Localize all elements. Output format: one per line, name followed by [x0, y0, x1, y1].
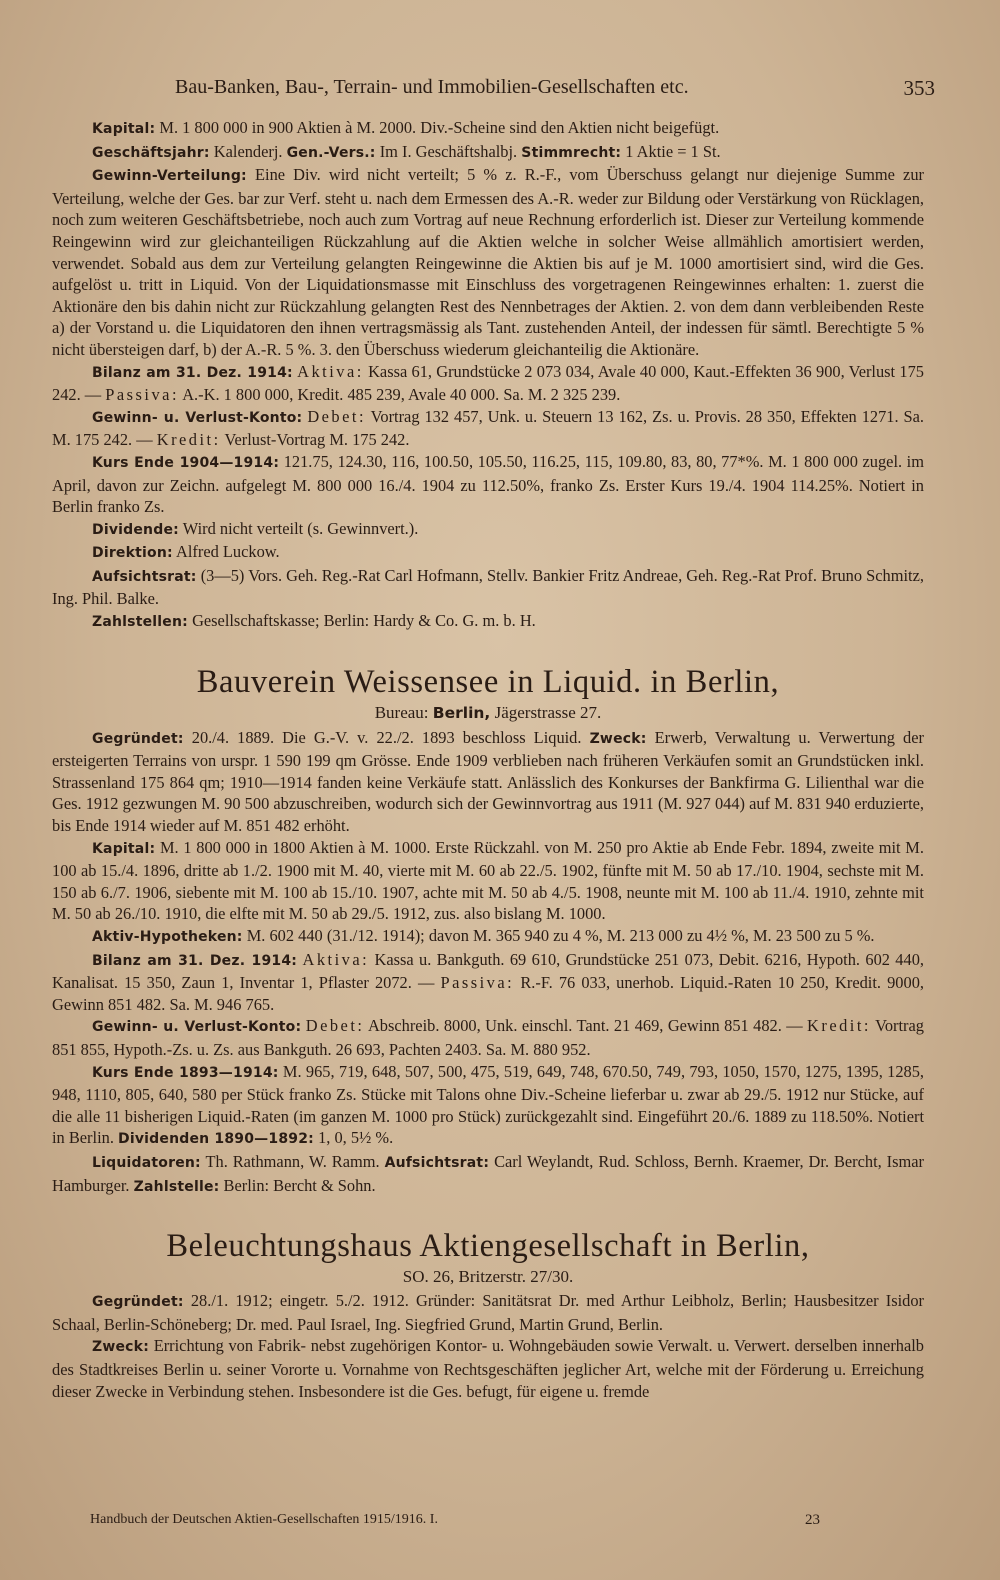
entry-beleuchtungshaus: [52, 1226, 924, 1402]
kapital-text: M. 1 800 000 in 900 Aktien à M. 2000. Div.-Scheine sind den Aktien nicht beigefügt.: [159, 118, 720, 137]
guv-debet-label: Debet:: [305, 1016, 365, 1036]
dividende-label: Dividende:: [92, 521, 179, 538]
geschaeftsjahr-text: Kalenderj.: [213, 141, 283, 161]
dividende-paragraph: [52, 518, 924, 542]
gegruendet-label: Gegründet:: [92, 1294, 184, 1311]
guv-kredit-label: Kredit:: [807, 1016, 871, 1036]
direktion-label: Direktion:: [92, 545, 173, 562]
signature-mark: 23: [805, 1512, 820, 1528]
gewinnverteilung-label: Gewinn-Verteilung:: [92, 168, 247, 185]
hypotheken-text: M. 602 440 (31./12. 1914); davon M. 365 940 zu 4 %, M. 213 000 zu 4½ %, M. 23 500 zu 5 %.: [246, 926, 875, 945]
dividenden-label: Dividenden 1890—1892:: [118, 1131, 314, 1148]
genvers-label: Gen.-Vers.:: [286, 144, 376, 161]
gegruendet-paragraph: [52, 1290, 924, 1335]
guv-paragraph: [52, 406, 924, 451]
zweck-label: Zweck:: [92, 1339, 149, 1356]
bilanz-paragraph: [52, 361, 924, 406]
dividende-text: Wird nicht verteilt (s. Gewinnvert.).: [182, 518, 419, 538]
guv-kredit-text: Vortrag 851 855, Hypoth.-Zs. u. Zs. aus Bankguth. 26 693, Pachten 2403. Sa. M. 880 952.: [52, 1016, 924, 1059]
gegruendet-paragraph: [52, 727, 924, 837]
zahlstelle-text: Berlin: Bercht & Sohn.: [223, 1175, 376, 1195]
liquidatoren-paragraph: [52, 1151, 924, 1198]
kurs-paragraph: [52, 1061, 924, 1151]
running-header: [175, 72, 935, 104]
company-title: Beleuchtungshaus Aktiengesellschaft in Berlin,: [166, 1228, 810, 1265]
bilanz-paragraph: [52, 949, 924, 1016]
aufsichtsrat-paragraph: [52, 565, 924, 610]
geschaeftsjahr-paragraph: [52, 141, 924, 165]
geschaeftsjahr-label: Geschäftsjahr:: [92, 144, 210, 161]
zahlstellen-paragraph: [52, 610, 924, 634]
kurs-label: Kurs Ende 1893—1914:: [92, 1064, 279, 1081]
gegruendet-text: 20./4. 1889. Die G.-V. v. 22./2. 1893 beschloss Liquid.: [191, 727, 582, 747]
stimmrecht-label: Stimmrecht:: [521, 144, 622, 161]
guv-paragraph: [52, 1015, 924, 1060]
gewinnverteilung-paragraph: [52, 164, 924, 360]
gewinnverteilung-text: Eine Div. wird nicht verteilt; 5 % z. R.-F., vom Überschuss gelangt nur diejenige Summe zur Verteilung, welche der Ges. bar zur Verf. steht u. nach dem Ermessen des A.-R. weder zur Bildung oder Verstärkung von Rücklagen, noch zum weiteren Geschäftsbetriebe, noch auch zum Vortrag auf neue Rechnung erforderlich ist. Dieser zur Verteilung kommende Reingewinn wird zur gleichanteiligen Rückzahlung auf die Aktien welche in solcher Weise allmählich amortisiert werden, verwendet. Sobald aus dem zur Verteilung gelangten Reingewinne die Aktien bis auf je M. 1000 amortisiert sind, wird die Ges. aufgelöst u. tritt in Liquid. Von der Liquidationsmasse mit Einschluss des vorgetragenen Reingewinnes erhalten: 1. zuerst die Aktionäre den bis dahin nicht zur Rückzahlung gelangten Rest des Nennbetrages der Aktien. 2. von dem dann verbleibenden Reste a) der Vorstand u. die Liquidatoren den ihnen vertragsmässig als Tant. zustehenden Anteil, der indessen für sämtl. Berechtigte 5 % nicht übersteigen darf, b) der A.-R. 5 %. 3. den Überschuss wiederum gleichanteilig die Aktionäre.: [52, 165, 924, 359]
stimmrecht-text: 1 Aktie = 1 St.: [625, 141, 721, 161]
footer-text: Handbuch der Deutschen Aktien-Gesellschaften 1915/1916. I.: [90, 1512, 438, 1527]
direktion-paragraph: [52, 541, 924, 565]
direktion-text: Alfred Luckow.: [176, 542, 280, 562]
page-content: [52, 117, 924, 1402]
zweck-text: Erwerb, Verwaltung u. Verwertung der ersteigerten Terrains von urspr. 1 590 199 qm Grösse. Ende 1909 verblieben nach früheren Verkäufen somit an Grundstücken inkl. Strassenland 175 864 qm; 1910—1914 fanden keine Verkäufe statt. Anlässlich des Konkurses der Bankfirma G. Lilienthal war die Ges. 1912 gezwungen M. 90 500 abzuschreiben, wodurch sich der Gewinnvortrag aus 1911 (M. 927 044) auf M. 831 940 erduzierte, bis Ende 1914 wieder auf M. 851 482 erhöht.: [52, 727, 924, 836]
zweck-label: Zweck:: [589, 730, 647, 747]
bilanz-aktiva-text: Kassa 61, Grundstücke 2 073 034, Avale 40 000, Kaut.-Effekten 36 900, Verlust 175 242. —: [52, 361, 924, 405]
dividenden-text: 1, 0, 5½ %.: [318, 1128, 394, 1148]
gegruendet-label: Gegründet:: [92, 730, 184, 747]
bureau-prefix: Bureau:: [374, 702, 429, 722]
aufsichtsrat-label: Aufsichtsrat:: [384, 1154, 490, 1171]
zahlstellen-label: Zahlstellen:: [92, 614, 188, 631]
guv-kredit-text: Verlust-Vortrag M. 175 242.: [224, 430, 410, 450]
kurs-label: Kurs Ende 1904—1914:: [92, 454, 280, 471]
zweck-text: Errichtung von Fabrik- nebst zugehörigen Kontor- u. Wohngebäuden sowie Verwalt. u. Verwert. derselben innerhalb des Stadtkreises Berlin u. seiner Vororte u. Vornahme von Rechtsgeschäften jeglicher Art, welche mit der Förderung u. Erreichung dieser Zwecke in Verbindung stehen. Insbesondere ist die Ges. befugt, für eigene u. fremde: [52, 1336, 925, 1401]
aufsichtsrat-text: Carl Weylandt, Rud. Schloss, Bernh. Kraemer, Dr. Bercht, Ismar Hamburger.: [52, 1151, 924, 1195]
zahlstelle-label: Zahlstelle:: [133, 1178, 220, 1195]
hypotheken-paragraph: [52, 925, 924, 949]
bilanz-label: Bilanz am 31. Dez. 1914:: [92, 952, 298, 969]
guv-debet-text: Vortrag 132 457, Unk. u. Steuern 13 162, Zs. u. Provis. 28 350, Effekten 1271. Sa. M. 175 242. —: [52, 406, 925, 450]
kapital-paragraph: [52, 117, 924, 141]
gegruendet-text: 28./1. 1912; eingetr. 5./2. 1912. Gründer: Sanitätsrat Dr. med Arthur Leibholz, Berlin; Hausbesitzer Isidor Schaal, Berlin-Schöneberg; Dr. med. Paul Israel, Ing. Siegfried Grund, Martin Grund, Berlin.: [52, 1291, 924, 1334]
kapital-paragraph: [52, 837, 924, 925]
bilanz-passiva-text: A.-K. 1 800 000, Kredit. 485 239, Avale 40 000. Sa. M. 2 325 239.: [182, 385, 621, 405]
liquidatoren-text: Th. Rathmann, W. Ramm.: [205, 1151, 380, 1171]
zahlstellen-text: Gesellschaftskasse; Berlin: Hardy & Co. G. m. b. H.: [192, 611, 536, 631]
kurs-text: 121.75, 124.30, 116, 100.50, 105.50, 116.25, 115, 109.80, 83, 80, 77*%. M. 1 800 000 zugel. im April, davon zur Zeichn. aufgelegt M. 800 000 16./4. 1904 zu 112.50%, franko Zs. Erster Kurs 19./4. 1904 114.25%. Notiert in Berlin franko Zs.: [52, 451, 924, 517]
kapital-label: Kapital:: [92, 840, 156, 857]
bilanz-passiva-text: R.-F. 76 033, unerhob. Liquid.-Raten 10 250, Kredit. 9000, Gewinn 851 482. Sa. M. 946 765.: [52, 973, 924, 1014]
kurs-text: M. 965, 719, 648, 507, 500, 475, 519, 649, 748, 670.50, 749, 793, 1050, 1570, 1275, 1395, 1285, 948, 1110, 805, 640, 580 per Stück franko Zs. Stücke mit Talons ohne Div.-Scheine lieferbar u. zwar ab 29./5. 1912 nur Stücke, auf die alle 11 bisherigen Liquid.-Raten (im ganzen M. 1000 pro Stück) zurückgezahlt sind. Eingeführt 20./6. 1889 zu 118.50%. Notiert in Berlin.: [52, 1061, 925, 1148]
genvers-text: Im I. Geschäftshalbj.: [379, 141, 518, 161]
zweck-paragraph: [52, 1335, 924, 1402]
bilanz-label: Bilanz am 31. Dez. 1914:: [92, 364, 293, 381]
page-footer: [90, 1512, 820, 1536]
bureau-city: Berlin,: [432, 703, 491, 722]
bilanz-aktiva-text: Kassa u. Bankguth. 69 610, Grundstücke 251 073, Debit. 6216, Hypoth. 602 440, Kanalisat. 15 350, Zaun 1, Inventar 1, Pflaster 2072. —: [52, 949, 924, 993]
guv-label: Gewinn- u. Verlust-Konto:: [92, 1019, 302, 1036]
bilanz-passiva-label: Passiva:: [105, 385, 180, 405]
aufsichtsrat-text: (3—5) Vors. Geh. Reg.-Rat Carl Hofmann, Stellv. Bankier Fritz Andreae, Geh. Reg.-Rat Prof. Bruno Schmitz, Ing. Phil. Balke.: [52, 565, 924, 609]
entry-bauverein-weissensee: [52, 662, 924, 1198]
bilanz-aktiva-label: Aktiva:: [297, 361, 364, 381]
guv-kredit-label: Kredit:: [156, 430, 221, 450]
kapital-label: Kapital:: [92, 121, 156, 137]
company-address: SO. 26, Britzerstr. 27/30.: [402, 1267, 574, 1287]
hypotheken-label: Aktiv-Hypotheken:: [92, 929, 243, 945]
running-header-title: Bau-Banken, Bau-, Terrain- und Immobilien-Gesellschaften etc.: [175, 76, 689, 98]
bilanz-passiva-label: Passiva:: [440, 973, 515, 993]
page-number: 353: [903, 76, 935, 100]
guv-debet-label: Debet:: [307, 406, 367, 426]
aufsichtsrat-label: Aufsichtsrat:: [92, 568, 197, 585]
company-title: Bauverein Weissensee in Liquid. in Berlin,: [196, 663, 780, 700]
kapital-text: M. 1 800 000 in 1800 Aktien à M. 1000. Erste Rückzahl. von M. 250 pro Aktie ab Ende Febr. 1894, zweite mit M. 100 ab 15./4. 1896, dritte ab 1./2. 1900 mit M. 40, vierte mit M. 60 ab 22./5. 1902, fünfte mit M. 50 ab 17./10. 1904, sechste mit M. 150 ab 6./7. 1906, siebente mit M. 100 ab 15./10. 1907, achte mit M. 50 ab 4./5. 1908, neunte mit M. 100 ab 11./4. 1910, zehnte mit M. 50 ab 26./10. 1910, die elfte mit M. 50 ab 29./5. 1912, zus. also bislang M. 1000.: [52, 837, 924, 924]
bilanz-aktiva-label: Aktiva:: [302, 949, 370, 969]
liquidatoren-label: Liquidatoren:: [92, 1154, 201, 1171]
company-address: [52, 702, 924, 724]
guv-label: Gewinn- u. Verlust-Konto:: [92, 409, 303, 426]
bureau-street: Jägerstrasse 27.: [494, 702, 602, 722]
kurs-paragraph: [52, 451, 924, 518]
entry-continuation: [52, 117, 924, 634]
guv-debet-text: Abschreib. 8000, Unk. einschl. Tant. 21 469, Gewinn 851 482. —: [367, 1016, 803, 1036]
